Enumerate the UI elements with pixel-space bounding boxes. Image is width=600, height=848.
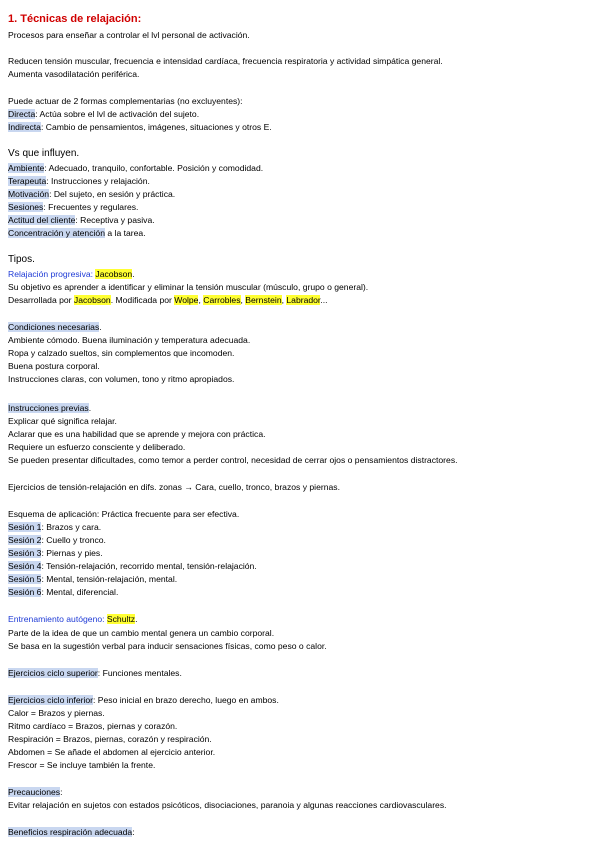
session-text: : Mental, tensión-relajación, mental. — [41, 574, 178, 584]
modifier-name: Labrador — [286, 295, 321, 305]
vs-item — [8, 163, 263, 174]
modifier-name: Carrobles — [203, 295, 241, 305]
developed-author: Jacobson — [73, 295, 111, 305]
session-item — [8, 548, 103, 559]
cond-item: Ropa y calzado sueltos, sin complementos que incomoden. — [8, 348, 235, 358]
directa-line — [8, 109, 199, 120]
rp-label: Relajación progresiva: — [8, 269, 96, 279]
session-term: Sesión 1 — [8, 522, 42, 532]
rp-developed — [8, 295, 328, 306]
developed-mid: . Modificada por — [110, 295, 175, 305]
ea-label: Entrenamiento autógeno: — [8, 614, 107, 624]
tipos-title: Tipos. — [8, 254, 35, 265]
rp-objective: Su objetivo es aprender a identificar y eliminar la tensión muscular (músculo, grupo o general). — [8, 282, 369, 292]
instr-item: Explicar qué significa relajar. — [8, 416, 117, 426]
modifier-sep: , — [240, 295, 246, 305]
session-text: : Piernas y pies. — [41, 548, 103, 558]
indirecta-line — [8, 122, 272, 133]
vs-item — [8, 228, 146, 239]
session-term: Sesión 2 — [8, 535, 42, 545]
vs-title: Vs que influyen. — [8, 148, 80, 159]
modifier-name: Bernstein — [245, 295, 282, 305]
prec-heading — [8, 787, 62, 798]
vs-term: Concentración y atención — [8, 228, 105, 238]
ci-item: Calor = Brazos y piernas. — [8, 708, 105, 718]
benef-heading — [8, 827, 135, 838]
vs-term: Actitud del cliente — [8, 215, 76, 225]
ci-item: Frescor = Se incluye también la frente. — [8, 760, 156, 770]
vs-text: : Instrucciones y relajación. — [46, 176, 150, 186]
cond-item: Instrucciones claras, con volumen, tono y ritmo apropiados. — [8, 374, 235, 384]
session-item — [8, 561, 257, 572]
ci-term: Ejercicios ciclo inferior — [8, 695, 94, 705]
ea-text-1: Parte de la idea de que un cambio mental genera un cambio corporal. — [8, 628, 275, 638]
instr-item: Se pueden presentar dificultades, como temor a perder control, necesidad de cerrar ojos o pensamientos distractores. — [8, 455, 458, 465]
modifier-sep: , — [281, 295, 287, 305]
prec-text: Evitar relajación en sujetos con estados psicóticos, disociaciones, paranoia y algunas reacciones cardiovasculares. — [8, 800, 447, 810]
vs-text: : Adecuado, tranquilo, confortable. Posición y comodidad. — [44, 163, 264, 173]
session-term: Sesión 3 — [8, 548, 42, 558]
developed-end: ... — [320, 295, 328, 305]
session-item — [8, 574, 177, 585]
vs-item — [8, 215, 155, 226]
ea-text-2: Se basa en la sugestión verbal para inducir sensaciones físicas, como peso o calor. — [8, 641, 327, 651]
session-term: Sesión 4 — [8, 561, 42, 571]
section-title: 1. Técnicas de relajación: — [8, 13, 142, 25]
vs-term: Motivación — [8, 189, 50, 199]
modifier-name: Wolpe — [174, 295, 199, 305]
intro-text: Procesos para enseñar a controlar el lvl personal de activación. — [8, 30, 250, 40]
cond-heading — [8, 322, 102, 333]
vs-text: : Del sujeto, en sesión y práctica. — [49, 189, 176, 199]
indirecta-text: : Cambio de pensamientos, imágenes, situaciones y otros E. — [40, 122, 272, 132]
cond-end: . — [99, 322, 102, 332]
session-text: : Cuello y tronco. — [41, 535, 106, 545]
rp-heading — [8, 269, 135, 280]
esquema-text: Esquema de aplicación: Práctica frecuente para ser efectiva. — [8, 509, 240, 519]
ea-end: . — [135, 614, 138, 624]
vs-term: Ambiente — [8, 163, 45, 173]
vs-text: a la tarea. — [104, 228, 146, 238]
modifier-sep: , — [198, 295, 204, 305]
prec-term: Precauciones — [8, 787, 61, 797]
vs-item — [8, 189, 175, 200]
directa-text: : Actúa sobre el lvl de activación del sujeto. — [35, 109, 200, 119]
benef-end: : — [132, 827, 135, 837]
ea-author: Schultz — [106, 614, 136, 624]
instr-heading — [8, 403, 91, 414]
vs-item — [8, 176, 150, 187]
ci-item: Ritmo cardíaco = Brazos, piernas y corazón. — [8, 721, 178, 731]
session-text: : Brazos y cara. — [41, 522, 102, 532]
forms-intro: Puede actuar de 2 formas complementarias (no excluyentes): — [8, 96, 243, 106]
session-term: Sesión 6 — [8, 587, 42, 597]
instr-item: Requiere un esfuerzo consciente y deliberado. — [8, 442, 186, 452]
rp-end: . — [132, 269, 135, 279]
ci-line — [8, 695, 279, 706]
instr-term: Instrucciones previas — [8, 403, 89, 413]
ci-item: Respiración = Brazos, piernas, corazón y respiración. — [8, 734, 212, 744]
directa-term: Directa — [8, 109, 36, 119]
vs-item — [8, 202, 138, 213]
cond-item: Buena postura corporal. — [8, 361, 100, 371]
vs-term: Terapeuta — [8, 176, 47, 186]
instr-item: Aclarar que es una habilidad que se aprende y mejora con práctica. — [8, 429, 266, 439]
session-item — [8, 522, 101, 533]
session-text: : Mental, diferencial. — [41, 587, 119, 597]
session-text: : Tensión-relajación, recorrido mental, tensión-relajación. — [41, 561, 257, 571]
vs-text: : Receptiva y pasiva. — [75, 215, 155, 225]
cs-line — [8, 668, 182, 679]
session-item — [8, 587, 118, 598]
reduce-text-1: Reducen tensión muscular, frecuencia e intensidad cardíaca, frecuencia respiratoria y actividad simpática general. — [8, 56, 443, 66]
indirecta-term: Indirecta — [8, 122, 41, 132]
cond-term: Condiciones necesarias — [8, 322, 100, 332]
vs-term: Sesiones — [8, 202, 44, 212]
ejercicios-text: Ejercicios de tensión-relajación en difs. zonas → Cara, cuello, tronco, brazos y piernas. — [8, 482, 340, 492]
cond-item: Ambiente cómodo. Buena iluminación y temperatura adecuada. — [8, 335, 251, 345]
ci-item: Abdomen = Se añade el abdomen al ejercicio anterior. — [8, 747, 216, 757]
session-term: Sesión 5 — [8, 574, 42, 584]
cs-text: : Funciones mentales. — [97, 668, 182, 678]
vs-text: : Frecuentes y regulares. — [43, 202, 139, 212]
ea-heading — [8, 614, 137, 625]
reduce-text-2: Aumenta vasodilatación periférica. — [8, 69, 140, 79]
benef-term: Beneficios respiración adecuada — [8, 827, 133, 837]
prec-end: : — [60, 787, 63, 797]
developed-pre: Desarrollada por — [8, 295, 74, 305]
cs-term: Ejercicios ciclo superior — [8, 668, 98, 678]
ci-text: : Peso inicial en brazo derecho, luego en ambos. — [93, 695, 279, 705]
instr-end: . — [88, 403, 92, 413]
rp-author: Jacobson — [95, 269, 133, 279]
session-item — [8, 535, 106, 546]
